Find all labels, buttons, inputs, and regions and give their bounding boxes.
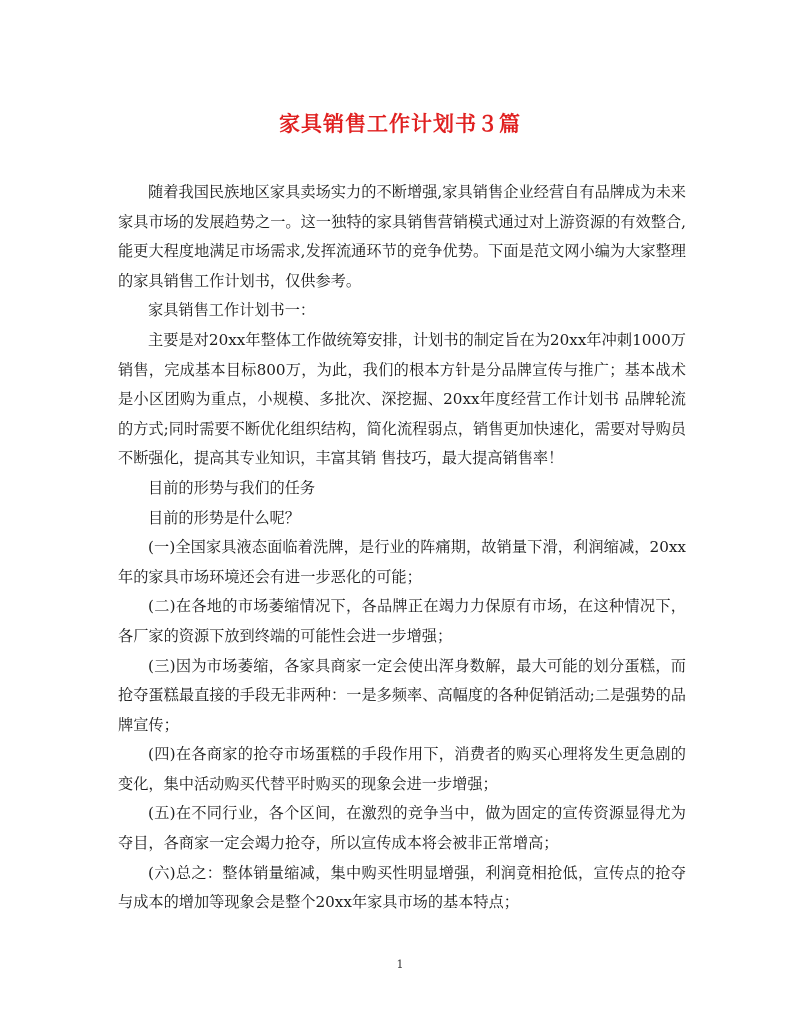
paragraph-point-2: (二)在各地的市场萎缩情况下，各品牌正在竭力力保原有市场，在这种情况下，各厂家的资源下放到终端的可能性会进一步增强； [118, 597, 686, 645]
paragraph-point-1: (一)全国家具液态面临着洗牌，是行业的阵痛期，故销量下滑，利润缩减，20xx年的家具市场环境还会有进一步恶化的可能； [118, 538, 686, 586]
page-number: 1 [396, 958, 404, 971]
paragraph-point-4: (四)在各商家的抢夺市场蛋糕的手段作用下，消费者的购买心理将发生更急剧的变化，集中活动购买代替平时购买的现象会进一步增强； [118, 745, 686, 793]
document-title: 家具销售工作计划书３篇 [279, 111, 521, 136]
paragraph-point-3: (三)因为市场萎缩，各家具商家一定会使出浑身数解，最大可能的划分蛋糕，而抢夺蛋糕最直接的手段无非两种：一是多频率、高幅度的各种促销活动;二是强势的品牌宣传； [118, 656, 686, 734]
paragraph-situation-question: 目前的形势是什么呢？ [148, 508, 300, 527]
paragraph-point-6: (六)总之：整体销量缩减，集中购买性明显增强，利润竟相抢低，宣传点的抢夺与成本的增加等现象会是整个20xx年家具市场的基本特点； [118, 863, 686, 912]
paragraph-intro: 随着我国民族地区家具卖场实力的不断增强,家具销售企业经营自有品牌成为未来家具市场的发展趋势之一。这一独特的家具销售营销模式通过对上游资源的有效整合,能更大程度地满足市场需求,发挥流通环节的竞争优势。下面是范文网小编为大家整理的家具销售工作计划书，仅供参考。 [118, 183, 686, 290]
paragraph-section-heading: 家具销售工作计划书一： [148, 301, 316, 320]
paragraph-situation-heading: 目前的形势与我们的任务 [148, 478, 316, 497]
paragraph-point-5: (五)在不同行业，各个区间，在激烈的竞争当中，做为固定的宣传资源显得尤为夺目，各商家一定会竭力抢夺，所以宣传成本将会被非正常增高； [118, 804, 686, 853]
paragraph-main-plan: 主要是对20xx年整体工作做统筹安排，计划书的制定旨在为20xx年冲刺1000万销售，完成基本目标800万，为此，我们的根本方针是分品牌宣传与推广；基本战术是小区团购为重点，小规模、多批次、深挖掘、20xx年度经营工作计划书 品牌轮流的方式;同时需要不断优化组织结构，简化流程弱点，销售更加快速化，需要对导购员不断强化，提高其专业知识，丰富其销 售技巧，最大提高销售率！ [118, 330, 686, 468]
document-body [118, 178, 686, 918]
